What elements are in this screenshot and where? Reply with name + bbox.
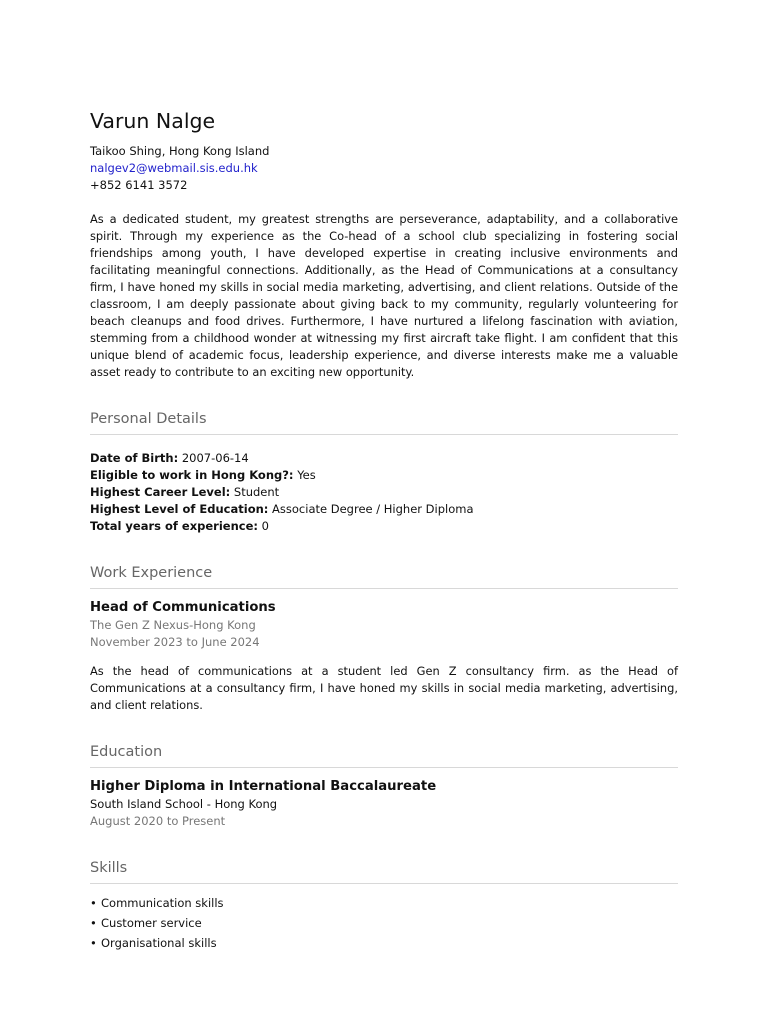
education-school: South Island School - Hong Kong xyxy=(90,797,278,811)
detail-row xyxy=(90,501,678,518)
skill-label: Organisational skills xyxy=(101,936,217,950)
job-company-location xyxy=(90,617,678,634)
skills-list xyxy=(90,893,678,953)
education-degree: Higher Diploma in International Baccalaureate xyxy=(90,779,437,794)
detail-value: 0 xyxy=(261,519,269,533)
section-title-work-experience: Work Experience xyxy=(90,565,678,589)
detail-label: Highest Level of Education: xyxy=(90,502,269,516)
detail-label: Highest Career Level: xyxy=(90,485,231,499)
section-title-personal-details: Personal Details xyxy=(90,411,678,435)
detail-value: 2007-06-14 xyxy=(181,451,249,465)
skill-item xyxy=(90,893,678,913)
job-dates: November 2023 to June 2024 xyxy=(90,635,260,649)
job-location: Hong Kong xyxy=(193,618,256,632)
bullet-icon: • xyxy=(90,896,97,910)
job-title: Head of Communications xyxy=(90,600,276,615)
detail-row xyxy=(90,467,678,484)
email-line xyxy=(90,160,678,177)
education-entry xyxy=(90,777,678,830)
personal-details-list xyxy=(90,450,678,535)
detail-label: Date of Birth: xyxy=(90,451,179,465)
skill-item xyxy=(90,933,678,953)
bullet-icon: • xyxy=(90,916,97,930)
resume-content xyxy=(90,107,678,953)
section-title-skills: Skills xyxy=(90,860,678,884)
email-link[interactable]: nalgev2@webmail.sis.edu.hk xyxy=(90,161,258,175)
detail-value: Student xyxy=(233,485,280,499)
location: Taikoo Shing, Hong Kong Island xyxy=(90,144,270,158)
skill-item xyxy=(90,913,678,933)
candidate-name: Varun Nalge xyxy=(90,109,216,133)
bullet-icon: • xyxy=(90,936,97,950)
job-company: The Gen Z Nexus xyxy=(90,618,190,632)
education-dates: August 2020 to Present xyxy=(90,814,226,828)
job-entry xyxy=(90,598,678,714)
detail-row xyxy=(90,484,678,501)
detail-label: Eligible to work in Hong Kong?: xyxy=(90,468,294,482)
detail-row xyxy=(90,450,678,467)
section-title-education: Education xyxy=(90,744,678,768)
skill-label: Communication skills xyxy=(101,896,224,910)
detail-value: Yes xyxy=(297,468,316,482)
job-separator: - xyxy=(189,618,194,632)
detail-label: Total years of experience: xyxy=(90,519,258,533)
detail-value: Associate Degree / Higher Diploma xyxy=(272,502,474,516)
summary-paragraph: As a dedicated student, my greatest strengths are perseverance, adaptability, and a collaborative spirit. Through my experience as the Co-head of a school club specializing in fostering social friendships among youth, I have developed expertise in creating inclusive environments and facilitating meaningful connections. Additionally, as the Head of Communications at a consultancy firm, I have honed my skills in social media marketing, advertising, and client relations. Outside of the classroom, I am deeply passionate about giving back to my community, regularly volunteering for beach cleanups and food drives. Furthermore, I have nurtured a lifelong fascination with aviation, stemming from a childhood wonder at witnessing my first aircraft take flight. I am confident that this unique blend of academic focus, leadership experience, and diverse interests make me a valuable asset ready to contribute to an exciting new opportunity. xyxy=(90,212,678,379)
phone: +852 6141 3572 xyxy=(90,178,188,192)
job-description: As the head of communications at a student led Gen Z consultancy firm. as the Head of Communications at a consultancy firm, I have honed my skills in social media marketing, advertising, and client relations. xyxy=(90,664,678,712)
skill-label: Customer service xyxy=(101,916,202,930)
detail-row xyxy=(90,518,678,535)
